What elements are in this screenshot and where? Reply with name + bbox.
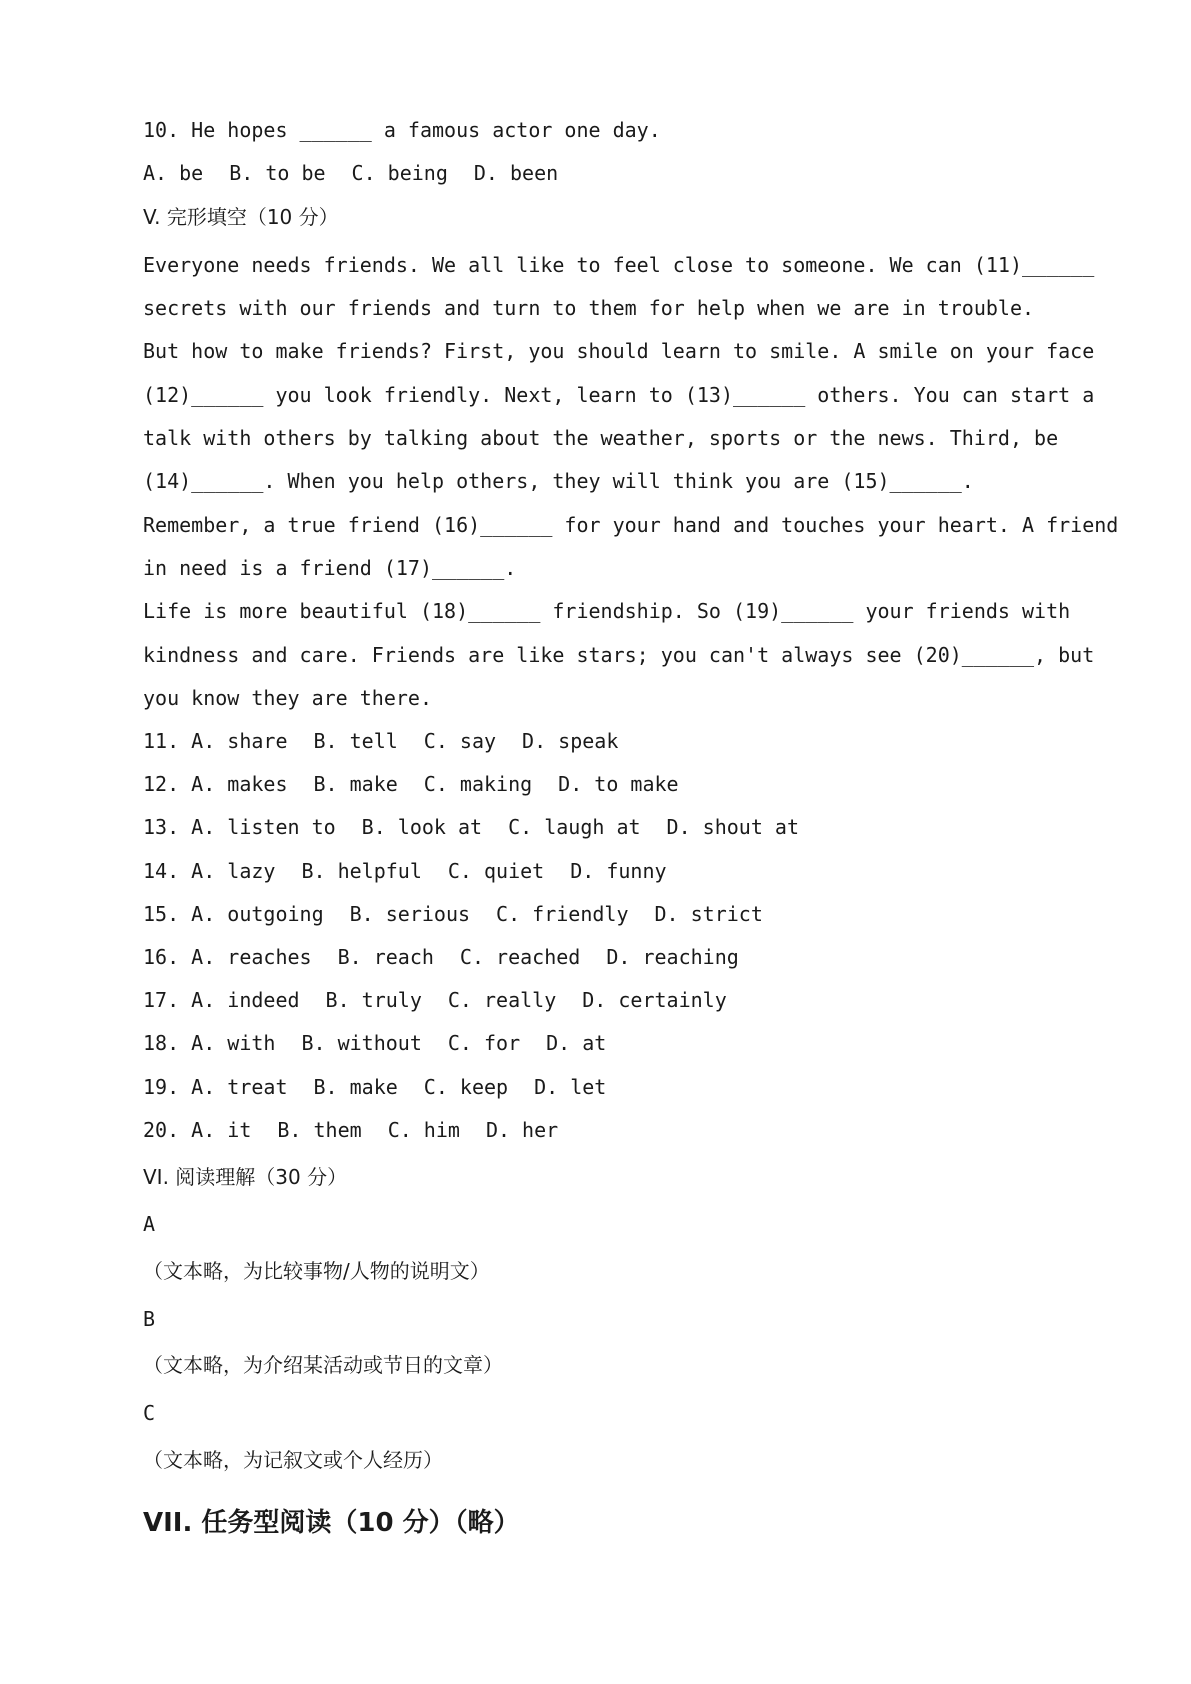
option-c: C. say [423, 729, 497, 753]
question-number: 16. [143, 945, 180, 969]
question-number: 15. [143, 902, 180, 926]
passage-line: (12)______ you look friendly. Next, learn to (13)______ others. You can start a [143, 383, 1095, 407]
option-b: B. reach [337, 945, 434, 969]
question-row [143, 771, 679, 797]
option-b: B. make [313, 1075, 398, 1099]
part-label-b: B [143, 1307, 156, 1331]
option-d: D. her [485, 1118, 559, 1142]
option-b: B. them [277, 1118, 362, 1142]
option-d: D. funny [570, 859, 667, 883]
option-d: D. strict [654, 902, 763, 926]
option-c: C. quiet [447, 859, 545, 883]
question-number: 13. [143, 815, 180, 839]
passage-line: talk with others by talking about the weather, sports or the news. Third, be [143, 426, 1059, 450]
option-c: C. for [447, 1031, 521, 1055]
question-number: 11. [143, 729, 180, 753]
option-d: D. reaching [606, 945, 739, 969]
question-row [143, 944, 739, 970]
question-row [143, 858, 667, 884]
option-a: A. share [191, 729, 288, 753]
question-row [143, 728, 618, 754]
section7-title: VII. 任务型阅读（10 分）（略） [143, 1508, 520, 1538]
option-d: D. to make [558, 772, 679, 796]
passage-line: Everyone needs friends. We all like to feel close to someone. We can (11)______ [143, 253, 1095, 277]
option-c: C. him [387, 1118, 460, 1142]
section5-title: V. 完形填空（10 分） [143, 205, 339, 229]
option-c: C. laugh at [508, 815, 641, 839]
part-label-c: C [143, 1401, 156, 1425]
question-row [143, 1030, 606, 1056]
option-d: D. shout at [666, 815, 799, 839]
part-note-c: （文本略，为记叙文或个人经历） [143, 1448, 443, 1472]
question-row [143, 1074, 606, 1100]
option-d: D. certainly [582, 988, 727, 1012]
option-b: B. truly [325, 988, 422, 1012]
question-row [143, 901, 763, 927]
question-number: 19. [143, 1075, 180, 1099]
passage-line: But how to make friends? First, you should learn to smile. A smile on your face [143, 339, 1095, 363]
passage-line: kindness and care. Friends are like stars; you can't always see (20)______, but [143, 643, 1095, 667]
question-row [143, 987, 727, 1013]
option-a: A. makes [191, 772, 288, 796]
passage-line: Life is more beautiful (18)______ friendship. So (19)______ your friends with [143, 599, 1071, 623]
option-b: B. helpful [301, 859, 422, 883]
option-a: A. listen to [191, 815, 336, 839]
question-number: 14. [143, 859, 180, 883]
section6-title: VI. 阅读理解（30 分） [143, 1165, 348, 1189]
option-a: A. outgoing [191, 902, 324, 926]
option-b: B. make [313, 772, 398, 796]
option-d: D. let [534, 1075, 607, 1099]
question-number: 20. [143, 1118, 180, 1142]
option-a: A. it [191, 1118, 252, 1142]
question-number: 12. [143, 772, 180, 796]
option-b: B. without [301, 1031, 422, 1055]
question-row [143, 1117, 558, 1143]
passage-line: (14)______. When you help others, they will think you are (15)______. [143, 469, 974, 493]
q10-option-a: A. be [143, 161, 204, 185]
option-c: C. keep [423, 1075, 509, 1099]
option-b: B. look at [361, 815, 483, 839]
passage-line: Remember, a true friend (16)______ for your hand and touches your heart. A friend [143, 513, 1119, 537]
q10-stem: 10. He hopes ______ a famous actor one day. [143, 118, 661, 142]
option-c: C. friendly [496, 902, 629, 926]
question-number: 17. [143, 988, 180, 1012]
option-a: A. treat [191, 1075, 288, 1099]
part-label-a: A [143, 1212, 156, 1236]
q10-option-b: B. to be [229, 161, 326, 185]
option-a: A. indeed [191, 988, 300, 1012]
option-a: A. with [191, 1031, 276, 1055]
part-note-a: （文本略，为比较事物/人物的说明文） [143, 1259, 490, 1283]
option-d: D. at [546, 1031, 607, 1055]
option-c: C. making [423, 772, 533, 796]
option-c: C. reached [459, 945, 581, 969]
option-d: D. speak [522, 729, 619, 753]
passage-line: in need is a friend (17)______. [143, 556, 517, 580]
question-row [143, 814, 799, 840]
option-b: B. serious [349, 902, 471, 926]
option-a: A. reaches [191, 945, 312, 969]
option-b: B. tell [313, 729, 398, 753]
question-number: 18. [143, 1031, 180, 1055]
q10-option-c: C. being [351, 161, 448, 185]
option-a: A. lazy [191, 859, 276, 883]
passage-line: secrets with our friends and turn to them for help when we are in trouble. [143, 296, 1035, 320]
part-note-b: （文本略，为介绍某活动或节日的文章） [143, 1353, 503, 1377]
q10-options [143, 160, 558, 186]
option-c: C. really [447, 988, 557, 1012]
q10-option-d: D. been [473, 161, 559, 185]
passage-line: you know they are there. [143, 686, 432, 710]
